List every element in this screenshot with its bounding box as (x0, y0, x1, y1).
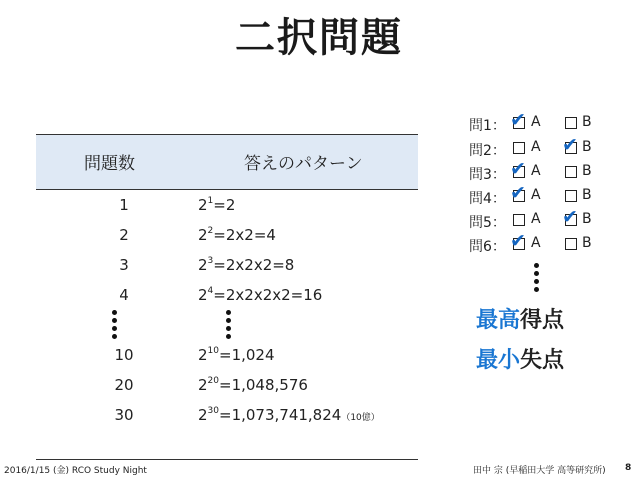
table-row (36, 196, 418, 222)
table-row (36, 406, 418, 432)
min-loss-text: 最小失点 (476, 348, 565, 373)
row-formula: $2^4=2x2x2x2=16$ (198, 286, 323, 304)
row-count: 1 (119, 196, 129, 214)
footer-author: 田中 宗 (早稲田大学 高等研究所) (473, 466, 606, 476)
row-count: 2 (119, 226, 129, 244)
table-row (36, 346, 418, 372)
check-icon: ✔ (562, 134, 578, 156)
row-formula: $2^1=2$ (198, 196, 236, 214)
question-row (469, 158, 629, 184)
option-a-label: A (531, 139, 541, 155)
row-note: （10億） (341, 413, 380, 423)
checkbox-a[interactable] (513, 214, 525, 226)
option-a-label: A (531, 235, 541, 251)
question-label: 問3： (469, 167, 506, 183)
vertical-ellipsis-icon (226, 310, 231, 339)
question-label: 問4： (469, 191, 506, 207)
row-formula: $2^2=2x2=4$ (198, 226, 276, 244)
page-number: 8 (625, 463, 632, 473)
row-formula: $2^3=2x2x2=8$ (198, 256, 295, 274)
header-question-count: 問題数 (84, 154, 135, 174)
check-icon: ✔ (510, 182, 526, 204)
check-icon: ✔ (562, 206, 578, 228)
option-b-label: B (582, 139, 592, 155)
question-label: 問2： (469, 143, 506, 159)
option-a-label: A (531, 163, 541, 179)
checkbox-b[interactable] (565, 117, 577, 129)
question-row (469, 134, 629, 160)
check-icon: ✔ (510, 230, 526, 252)
question-row (469, 230, 629, 256)
checkbox-b[interactable] (565, 238, 577, 250)
checkbox-b[interactable] (565, 190, 577, 202)
option-b-label: B (582, 211, 592, 227)
option-b-label: B (582, 187, 592, 203)
slide-title: 二択問題 (235, 15, 403, 61)
question-label: 問1： (469, 118, 506, 134)
table-header (36, 134, 418, 190)
checkbox-a[interactable] (513, 142, 525, 154)
table-row (36, 376, 418, 402)
row-count: 3 (119, 256, 129, 274)
footer-date: 2016/1/15 (金) RCO Study Night (4, 466, 147, 476)
header-answer-patterns: 答えのパターン (244, 154, 363, 174)
vertical-ellipsis-icon (112, 310, 117, 339)
row-count: 20 (114, 376, 134, 394)
check-icon: ✔ (510, 158, 526, 180)
max-score-text: 最高得点 (476, 308, 565, 333)
option-b-label: B (582, 114, 592, 130)
question-row (469, 182, 629, 208)
row-count: 10 (114, 346, 134, 364)
row-formula: $2^{20}=1,048,576$ (198, 376, 308, 394)
row-formula: $2^{30}=1,073,741,824(10$億） (198, 406, 380, 424)
option-a-label: A (531, 187, 541, 203)
checkbox-b[interactable] (565, 166, 577, 178)
option-b-label: B (582, 235, 592, 251)
check-icon: ✔ (510, 109, 526, 131)
question-label: 問6： (469, 239, 506, 255)
table-row (36, 286, 418, 312)
vertical-ellipsis-icon (534, 263, 539, 292)
question-row (469, 109, 629, 135)
table-row (36, 226, 418, 252)
question-label: 問5： (469, 215, 506, 231)
patterns-table (36, 134, 418, 424)
row-formula: $2^{10}=1,024$ (198, 346, 275, 364)
option-a-label: A (531, 211, 541, 227)
question-row (469, 206, 629, 232)
row-count: 30 (114, 406, 134, 424)
table-row (36, 256, 418, 282)
row-count: 4 (119, 286, 129, 304)
option-a-label: A (531, 114, 541, 130)
option-b-label: B (582, 163, 592, 179)
table-bottom-rule (36, 459, 418, 460)
